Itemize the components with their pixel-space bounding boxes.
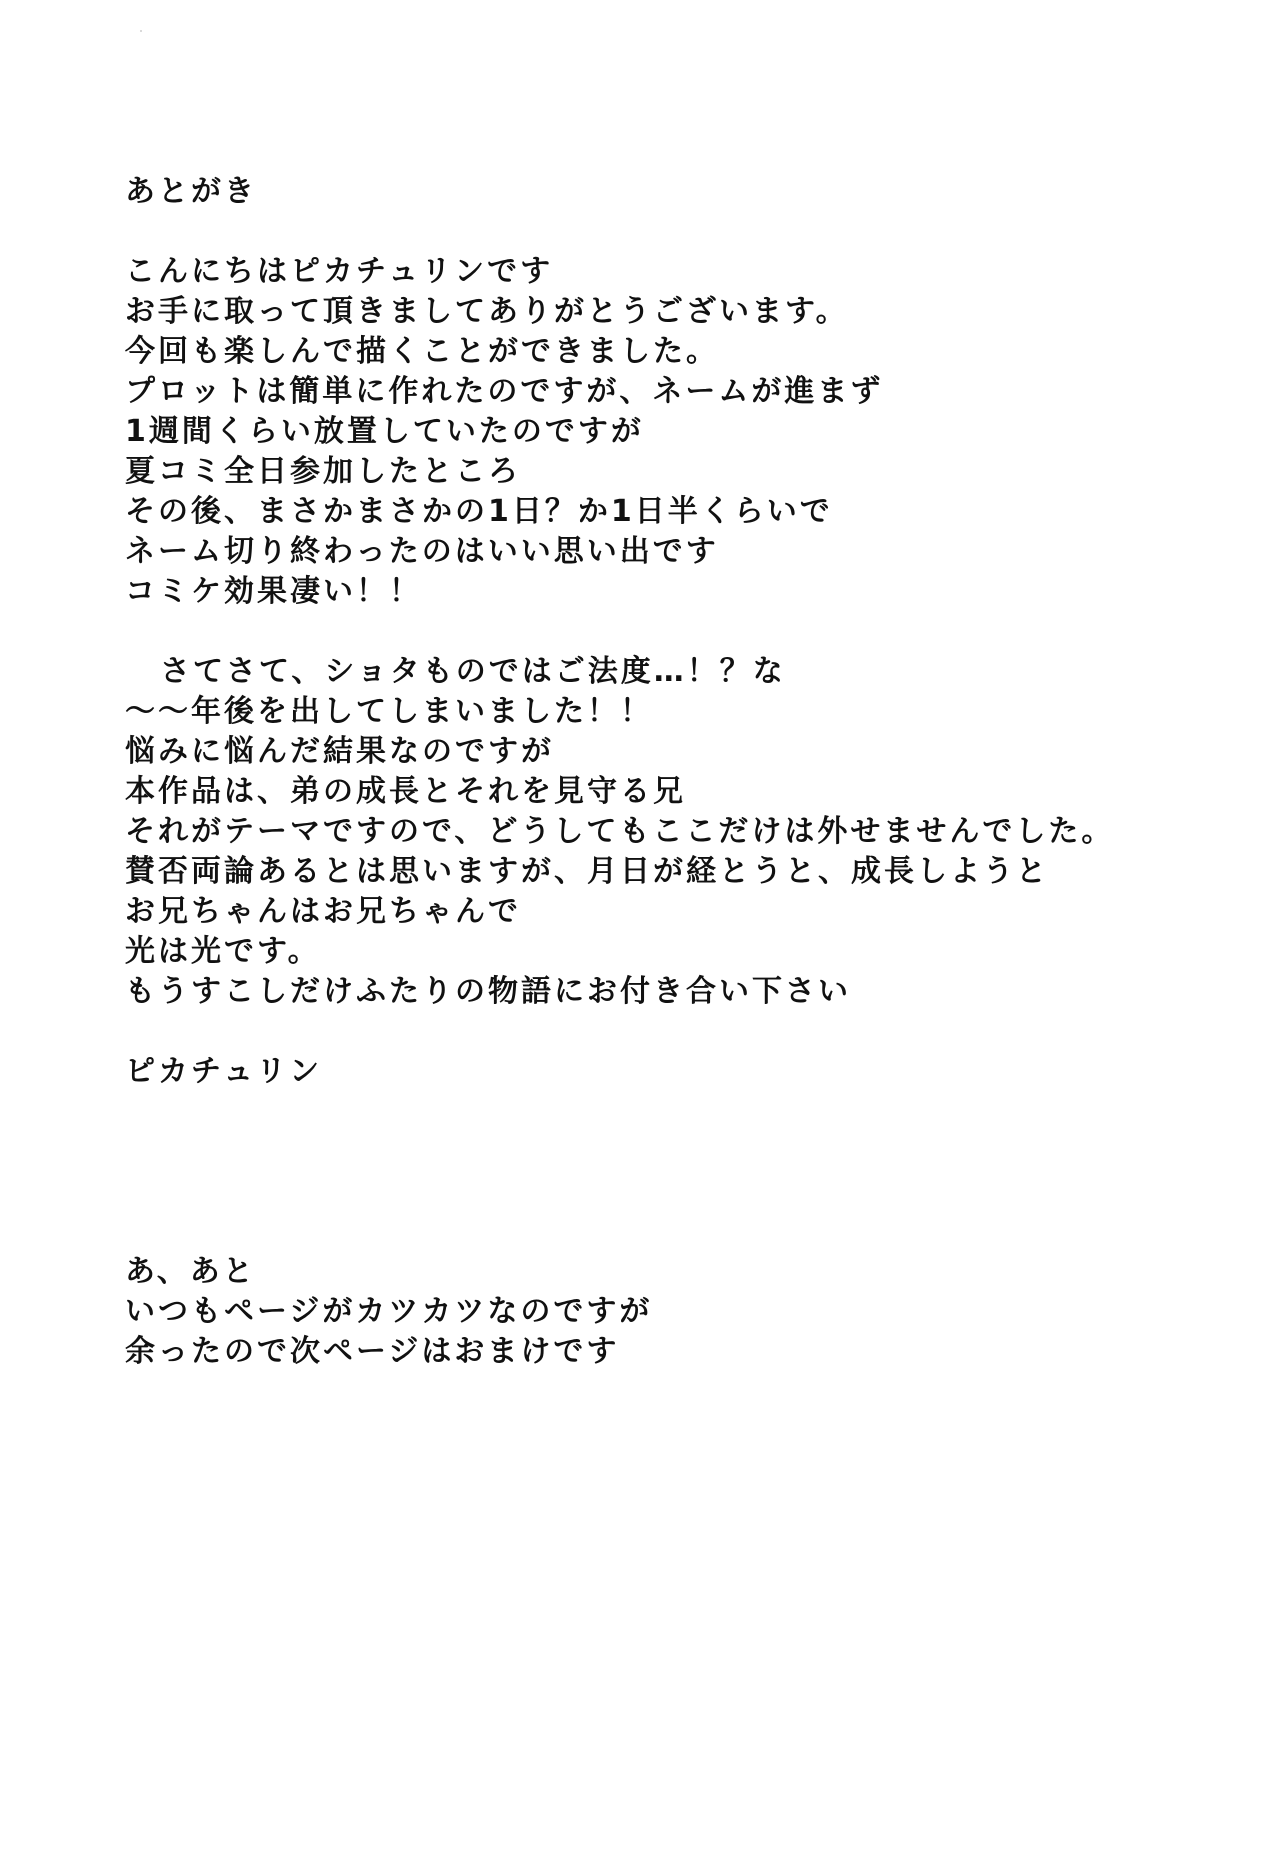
- paragraph1-line-8: ネーム切り終わったのはいい思い出です: [125, 534, 719, 569]
- paragraph2-line-5: それがテーマですので、どうしてもここだけは外せませんでした。: [125, 814, 1115, 849]
- paragraph2-line-7: お兄ちゃんはお兄ちゃんで: [125, 894, 521, 929]
- paragraph1-line-1: こんにちはピカチュリンです: [125, 254, 554, 289]
- paragraph1-line-3: 今回も楽しんで描くことができました。: [125, 334, 719, 369]
- paragraph1-line-7: その後、まさかまさかの1日？か1日半くらいで: [125, 494, 833, 529]
- paragraph1-line-4: プロットは簡単に作れたのですが、ネームが進まず: [125, 374, 884, 409]
- postscript-line-3: 余ったので次ページはおまけです: [125, 1334, 620, 1369]
- paragraph1-line-9: コミケ効果凄い！！: [125, 574, 422, 609]
- paragraph2-line-2: 〜〜年後を出してしまいました！！: [125, 694, 653, 729]
- paragraph1-line-6: 夏コミ全日参加したところ: [125, 454, 521, 489]
- paper-speck: [140, 30, 142, 32]
- paragraph2-line-4: 本作品は、弟の成長とそれを見守る兄: [125, 774, 686, 809]
- postscript-line-1: あ、あと: [125, 1254, 256, 1289]
- paragraph2-line-3: 悩みに悩んだ結果なのですが: [125, 734, 554, 769]
- paragraph2-line-9: もうすこしだけふたりの物語にお付き合い下さい: [125, 974, 851, 1009]
- paragraph1-line-5: 1週間くらい放置していたのですが: [125, 414, 644, 449]
- afterword-title: あとがき: [125, 174, 257, 209]
- author-signature: ピカチュリン: [125, 1054, 323, 1089]
- postscript-line-2: いつもページがカツカツなのですが: [125, 1294, 653, 1329]
- paragraph2-line-6: 賛否両論あるとは思いますが、月日が経とうと、成長しようと: [125, 854, 1049, 889]
- paragraph1-line-2: お手に取って頂きましてありがとうございます。: [125, 294, 849, 329]
- paragraph2-line-8: 光は光です。: [125, 934, 321, 969]
- paragraph2-line-1: さてさて、ショタものではご法度…！？な: [160, 654, 786, 689]
